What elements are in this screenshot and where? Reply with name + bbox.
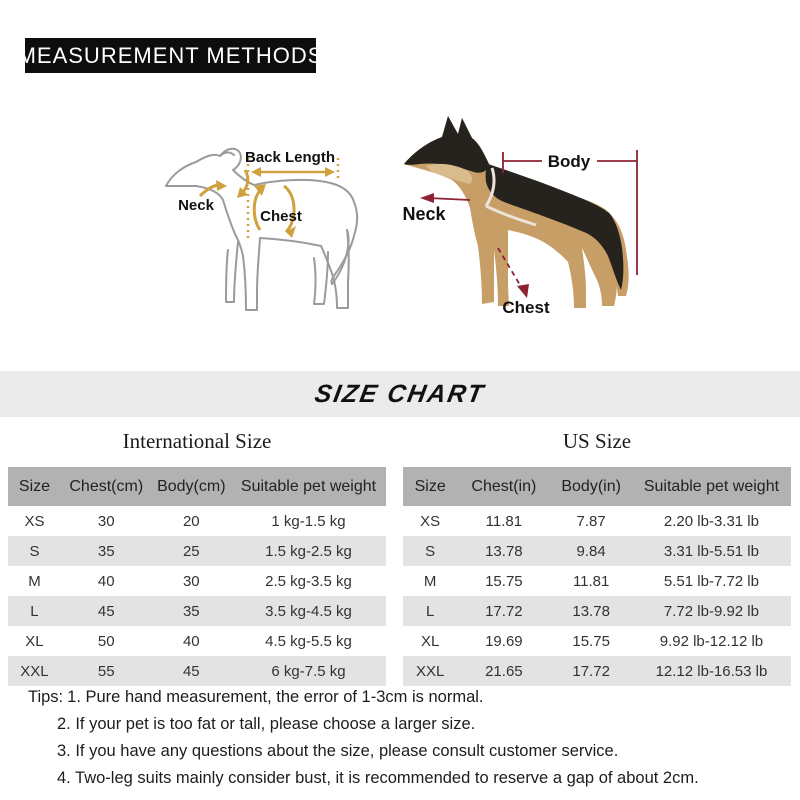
- table-header-row: [403, 467, 791, 506]
- table-cell: L: [425, 602, 435, 620]
- photo-neck-label: Neck: [402, 204, 446, 224]
- international-size-title: International Size: [122, 429, 272, 453]
- tip-text: 4. Two-leg suits mainly consider bust, it is recommended to reserve a gap of about 2cm.: [57, 769, 699, 787]
- table-cell: 45: [182, 662, 200, 680]
- table-header-cell: Body(cm): [152, 467, 231, 506]
- table-cell: 6 kg-7.5 kg: [271, 662, 346, 680]
- us-size-title: US Size: [562, 429, 632, 453]
- chest-arrowhead: [517, 284, 529, 298]
- table-row: [403, 596, 791, 626]
- table-cell: 40: [97, 572, 115, 590]
- table-cell: 5.51 lb-7.72 lb: [663, 572, 759, 590]
- table-cell: XL: [420, 632, 440, 650]
- size-chart-band: [0, 371, 800, 417]
- table-cell: 35: [182, 602, 200, 620]
- sketch-neck-label: Neck: [178, 197, 214, 214]
- table-cell: 17.72: [485, 602, 523, 620]
- table-cell: 19.69: [485, 632, 523, 650]
- table-row: [403, 506, 791, 536]
- chest-loop-arrowhead-top: [254, 184, 266, 196]
- table-cell: S: [425, 542, 436, 560]
- us-size-table-section: [403, 424, 791, 686]
- dog-photo-svg: [396, 110, 681, 328]
- dog-measurement-photo: [396, 110, 681, 328]
- table-cell: 25: [182, 542, 200, 560]
- photo-chest-label: Chest: [502, 298, 550, 317]
- tip-text: 2. If your pet is too fat or tall, please choose a larger size.: [57, 715, 476, 733]
- table-cell: 2.20 lb-3.31 lb: [663, 512, 759, 530]
- banner-title: MEASUREMENT METHODS: [17, 42, 324, 68]
- table-cell: 13.78: [572, 602, 610, 620]
- us-size-table: [403, 467, 791, 686]
- table-cell: 7.72 lb-9.92 lb: [663, 602, 759, 620]
- tip-line: [28, 738, 788, 765]
- neck-arrow-line: [428, 198, 470, 200]
- measurement-methods-banner: [17, 38, 324, 73]
- sketch-chest-label: Chest: [260, 208, 302, 225]
- neck-arrowhead: [216, 180, 227, 191]
- table-cell: 3.31 lb-5.51 lb: [663, 542, 759, 560]
- table-row: [403, 566, 791, 596]
- neck-arrowhead: [420, 193, 434, 203]
- sketch-annotations: [200, 158, 338, 240]
- tip-line: [28, 765, 788, 792]
- table-cell: L: [30, 602, 39, 620]
- table-cell: 35: [97, 542, 115, 560]
- tips-label: Tips:: [28, 688, 64, 706]
- table-cell: M: [28, 572, 41, 590]
- table-header-cell: Size: [8, 467, 61, 506]
- table-cell: XS: [420, 512, 441, 530]
- table-cell: 1.5 kg-2.5 kg: [265, 542, 352, 560]
- table-row: [8, 566, 386, 596]
- dog-head-mask: [404, 116, 490, 173]
- table-row: [8, 536, 386, 566]
- tip-text: 3. If you have any questions about the size, please consult customer service.: [57, 742, 619, 760]
- tip-line: [28, 711, 788, 738]
- dog-measurement-sketch: [148, 122, 398, 322]
- table-cell: 13.78: [485, 542, 523, 560]
- table-row: [8, 656, 386, 686]
- table-cell: 9.92 lb-12.12 lb: [659, 632, 764, 650]
- table-row: [403, 626, 791, 656]
- table-cell: 17.72: [572, 662, 610, 680]
- back-length-arrowhead-right: [325, 167, 335, 177]
- table-cell: 21.65: [485, 662, 523, 680]
- table-row: [8, 626, 386, 656]
- dog-sketch-svg: [148, 122, 398, 322]
- table-cell: 20: [182, 512, 200, 530]
- table-row: [403, 536, 791, 566]
- table-header-cell: Size: [403, 467, 457, 506]
- table-cell: 30: [97, 512, 115, 530]
- table-cell: 50: [97, 632, 115, 650]
- back-length-arrowhead-left: [251, 167, 261, 177]
- tip-text: 1. Pure hand measurement, the error of 1-3cm is normal.: [67, 688, 484, 706]
- table-cell: 1 kg-1.5 kg: [271, 512, 346, 530]
- table-cell: XL: [25, 632, 44, 650]
- table-cell: 15.75: [485, 572, 523, 590]
- table-cell: 15.75: [572, 632, 610, 650]
- table-cell: 12.12 lb-16.53 lb: [655, 662, 768, 680]
- table-cell: 45: [97, 602, 115, 620]
- tips-section: [28, 684, 788, 792]
- table-row: [403, 656, 791, 686]
- table-header-cell: Suitable pet weight: [231, 467, 386, 506]
- table-cell: XXL: [20, 662, 49, 680]
- table-header-row: [8, 467, 386, 506]
- size-chart-title: SIZE CHART: [312, 379, 488, 408]
- table-cell: 7.87: [576, 512, 606, 530]
- table-cell: 11.81: [572, 572, 610, 590]
- table-cell: 9.84: [576, 542, 606, 560]
- table-cell: S: [29, 542, 40, 560]
- table-row: [8, 506, 386, 536]
- table-cell: 4.5 kg-5.5 kg: [265, 632, 352, 650]
- table-header-cell: Body(in): [550, 467, 631, 506]
- photo-body-label: Body: [547, 152, 591, 171]
- table-cell: XS: [24, 512, 45, 530]
- table-cell: 3.5 kg-4.5 kg: [265, 602, 352, 620]
- international-size-table-section: [8, 424, 386, 686]
- back-length-label: Back Length: [244, 149, 336, 166]
- table-cell: 40: [182, 632, 200, 650]
- international-size-table: [8, 467, 386, 686]
- table-cell: M: [423, 572, 437, 590]
- table-header-cell: Chest(in): [457, 467, 550, 506]
- table-cell: 2.5 kg-3.5 kg: [265, 572, 352, 590]
- table-row: [8, 596, 386, 626]
- table-cell: 11.81: [485, 512, 523, 530]
- table-cell: 30: [182, 572, 200, 590]
- table-header-cell: Chest(cm): [61, 467, 152, 506]
- table-cell: XXL: [415, 662, 445, 680]
- table-cell: 55: [97, 662, 115, 680]
- tip-line: [28, 684, 788, 711]
- table-header-cell: Suitable pet weight: [632, 467, 791, 506]
